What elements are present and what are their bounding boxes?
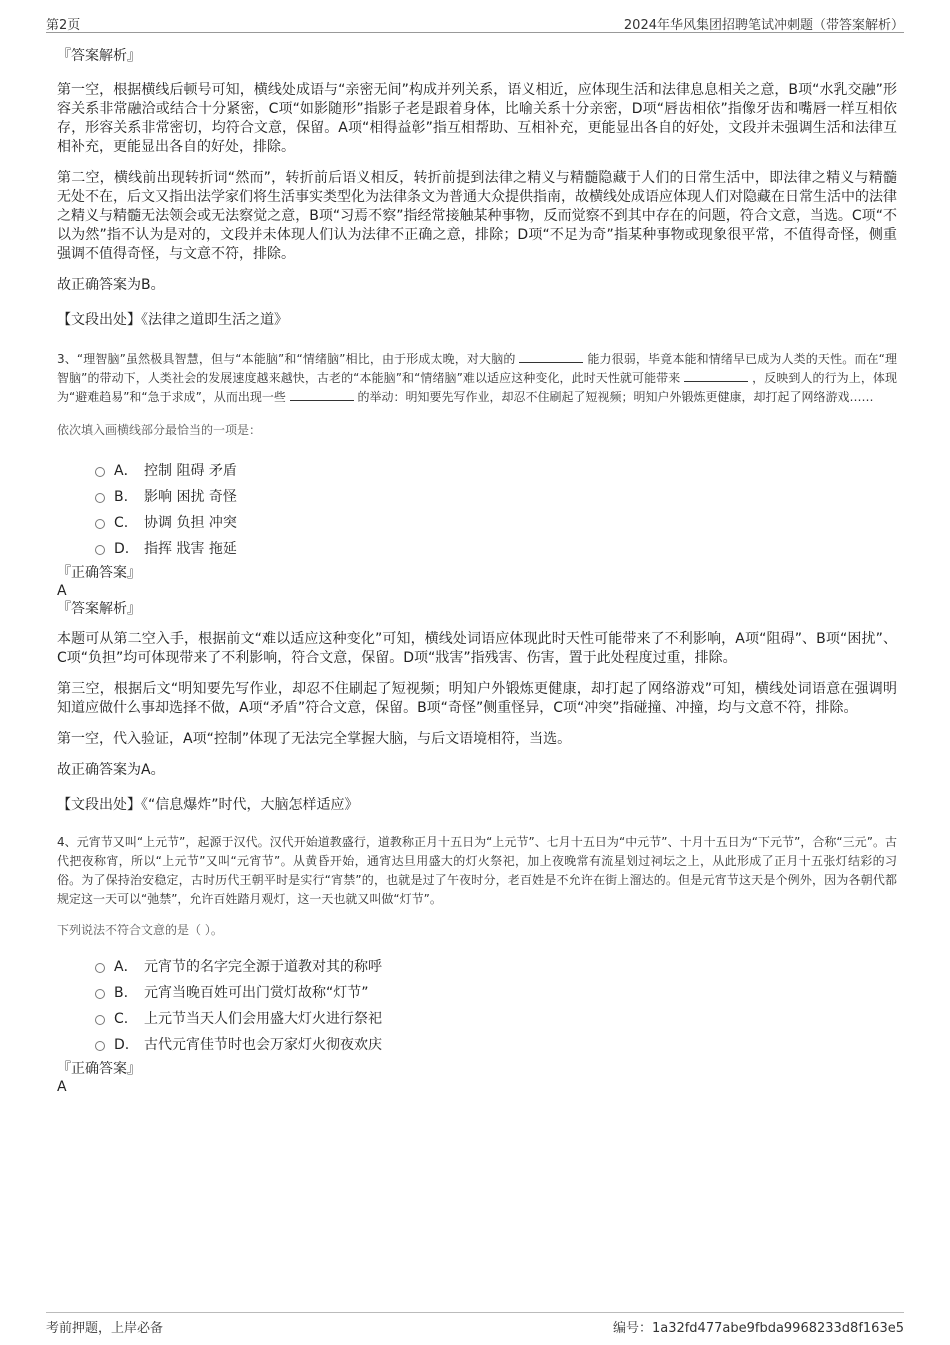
- fill-blank: [519, 350, 583, 363]
- option-b[interactable]: B. 影响 困扰 奇怪: [57, 484, 897, 510]
- option-d[interactable]: D. 指挥 戕害 拖延: [57, 536, 897, 562]
- option-c[interactable]: C. 协调 负担 冲突: [57, 510, 897, 536]
- page-footer: [46, 1312, 904, 1335]
- option-a[interactable]: A． 控制 阻碍 矛盾: [57, 458, 897, 484]
- radio-icon[interactable]: [95, 1015, 105, 1025]
- answer-value: A: [57, 1079, 67, 1095]
- fill-blank: [290, 388, 354, 401]
- analysis-paragraph: 第一空，根据横线后顿号可知，横线处成语与“亲密无间”构成并列关系，语义相近，应体现生活和法律息息相关之意，B项“水乳交融”形容关系非常融洽或结合十分紧密，C项“如影随形”指影子老是跟着身体，比喻关系十分亲密，D项“唇齿相依”指像牙齿和嘴唇一样互相依存，形容关系非常密切，均符合文意，保留。A项“相得益彰”指互相帮助、互相补充，更能显出各自的好处，文段并未强调生活和法律互相补充，更能显出各自的好处，排除。: [57, 82, 897, 155]
- question-stem: 4、元宵节又叫“上元节”，起源于汉代。汉代开始道教盛行，道教称正月十五日为“上元节”、七月十五日为“中元节”、十月十五日为“下元节”，合称“三元”。古代把夜称宵，所以“上元节”又叫“元宵节”。从黄昏开始，通宵达旦用盛大的灯火祭祀，加上夜晚常有流星划过祠坛之上，从此形成了正月十五张灯结彩的习俗。为了保持治安稳定，古时历代王朝平时是实行“宵禁”的，也就是过了午夜时分，老百姓是不允许在街上溜达的。但是元宵节这天是个例外，因为各朝代都规定这一天可以“弛禁”，允许百姓踏月观灯，这一天也就又叫做“灯节”。: [57, 835, 897, 906]
- analysis-tag: 『答案解析』: [57, 48, 141, 64]
- question-prompt: 依次填入画横线部分最恰当的一项是：: [57, 423, 262, 437]
- conclusion: 故正确答案为B。: [57, 277, 165, 293]
- question-text: 能力很弱，毕竟本能和情绪早已成为人类的天性。而在“理智脑”的带动下，人类社会的发展速度越来越快，古老的“本能脑”和“情绪脑”难以适应这种变化，此时天性就可能带来: [57, 352, 897, 385]
- analysis-paragraph: 本题可从第二空入手，根据前文“难以适应这种变化”可知，横线处词语应体现此时天性可能带来了不利影响，A项“阻碍”、B项“困扰”、C项“负担”均可体现带来了不利影响，符合文意，保留。D项“戕害”指残害、伤害，置于此处程度过重，排除。: [57, 631, 897, 666]
- option-d[interactable]: D. 古代元宵佳节时也会万家灯火彻夜欢庆: [57, 1032, 897, 1058]
- question-stem: [57, 350, 897, 407]
- source-citation: 【文段出处】《“信息爆炸”时代，大脑怎样适应》: [57, 797, 359, 813]
- radio-icon[interactable]: [95, 963, 105, 973]
- radio-icon[interactable]: [95, 1041, 105, 1051]
- source-citation: 【文段出处】《法律之道即生活之道》: [57, 312, 288, 328]
- answer-tag: 『正确答案』: [57, 1061, 141, 1077]
- answer-tag: 『正确答案』: [57, 565, 141, 581]
- radio-icon[interactable]: [95, 493, 105, 503]
- question-text: 的举动：明知要先写作业，却忍不住刷起了短视频；明知户外锻炼更健康，却打起了网络游戏……: [357, 390, 874, 404]
- document-title: 2024年华风集团招聘笔试冲刺题（带答案解析）: [623, 18, 904, 33]
- radio-icon[interactable]: [95, 519, 105, 529]
- question-text: ，反映到人的行为上，体现为“避难趋易”和“急于求成”，从而出现一些: [57, 371, 897, 404]
- answer-value: A: [57, 583, 67, 599]
- option-c[interactable]: C. 上元节当天人们会用盛大灯火进行祭祀: [57, 1006, 897, 1032]
- radio-icon[interactable]: [95, 989, 105, 999]
- radio-icon[interactable]: [95, 467, 105, 477]
- footer-note: 考前押题，上岸必备: [46, 1321, 164, 1336]
- question-text: 3、“理智脑”虽然极具智慧，但与“本能脑”和“情绪脑”相比，由于形成太晚，对大脑的: [57, 352, 516, 366]
- page-content: [57, 45, 897, 1096]
- options-list: [57, 458, 897, 562]
- page-header: [46, 12, 904, 33]
- analysis-tag: 『答案解析』: [57, 601, 141, 617]
- radio-icon[interactable]: [95, 545, 105, 555]
- conclusion: 故正确答案为A。: [57, 762, 165, 778]
- option-a[interactable]: A． 元宵节的名字完全源于道教对其的称呼: [57, 954, 897, 980]
- analysis-paragraph: 第三空，根据后文“明知要先写作业，却忍不住刷起了短视频；明知户外锻炼更健康，却打起了网络游戏”可知，横线处词语意在强调明知道应做什么事却选择不做，A项“矛盾”符合文意，保留。B项“奇怪”侧重怪异，C项“冲突”指碰撞、冲撞，均与文意不符，排除。: [57, 681, 897, 716]
- analysis-paragraph: 第一空，代入验证，A项“控制”体现了无法完全掌握大脑，与后文语境相符，当选。: [57, 731, 572, 747]
- page-number: 第2页: [46, 18, 81, 33]
- analysis-paragraph: 第二空，横线前出现转折词“然而”，转折前后语义相反，转折前提到法律之精义与精髓隐藏于人们的日常生活中，即法律之精义与精髓无处不在，后文又指出法学家们将生活事实类型化为法律条文为普通大众提供指南，故横线处成语应体现人们对隐藏在日常生活中的法律之精义与精髓无法领会或无法察觉之意，B项“习焉不察”指经常接触某种事物，反而觉察不到其中存在的问题，符合文意，当选。C项“不以为然”指不认为是对的，文段并未体现人们认为法律不正确之意，排除；D项“不足为奇”指某种事物或现象很平常，不值得奇怪，侧重强调不值得奇怪，与文意不符，排除。: [57, 170, 897, 262]
- option-b[interactable]: B. 元宵当晚百姓可出门赏灯故称“灯节”: [57, 980, 897, 1006]
- options-list: [57, 954, 897, 1058]
- fill-blank: [684, 369, 748, 382]
- question-prompt: 下列说法不符合文意的是（ ）。: [57, 923, 223, 937]
- document-code: 编号：1a32fd477abe9fbda9968233d8f163e5: [612, 1321, 904, 1336]
